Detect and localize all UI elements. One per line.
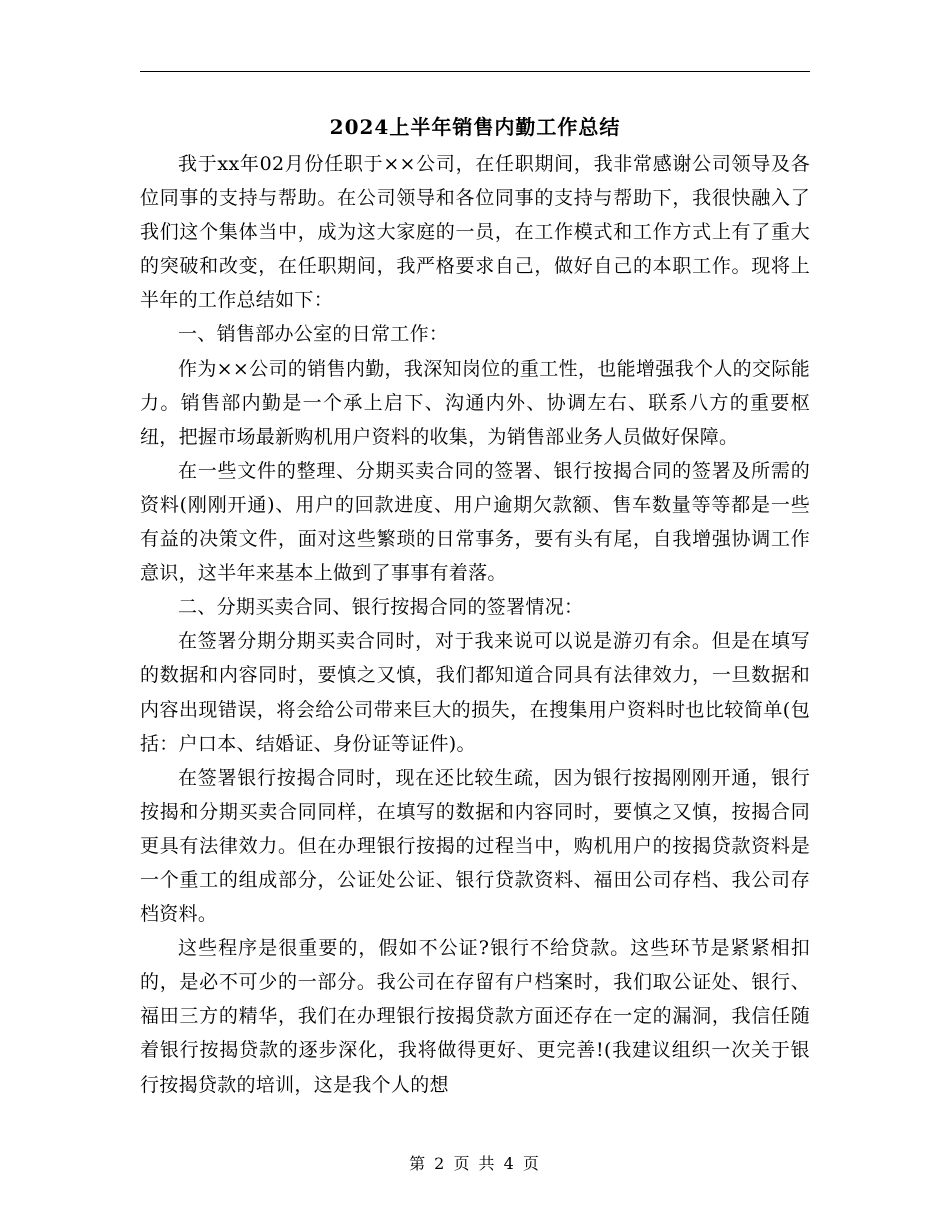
document-body bbox=[140, 147, 810, 1102]
page-number: 第 2 页 共 4 页 bbox=[409, 1154, 541, 1173]
paragraph-procedures: 这些程序是很重要的，假如不公证?银行不给贷款。这些环节是紧紧相扣的，是必不可少的一部分。我公司在存留有户档案时，我们取公证处、银行、福田三方的精华，我们在办理银行按揭贷款方面还存在一定的漏洞，我信任随着银行按揭贷款的逐步深化，我将做得更好、更完善!(我建议组织一次关于银行按揭贷款的培训，这是我个人的想 bbox=[140, 937, 810, 1096]
section-heading-daily-work: 一、销售部办公室的日常工作： bbox=[178, 323, 449, 346]
paragraph-documents: 在一些文件的整理、分期买卖合同的签署、银行按揭合同的签署及所需的资料(刚刚开通)、用户的回款进度、用户逾期欠款额、售车数量等等都是一些有益的决策文件，面对这些繁琐的日常事务，要有头有尾，自我增强协调工作意识，这半年来基本上做到了事事有着落。 bbox=[140, 459, 810, 585]
paragraph-mortgage-contract: 在签署银行按揭合同时，现在还比较生疏，因为银行按揭刚刚开通，银行按揭和分期买卖合同同样，在填写的数据和内容同时，要慎之又慎，按揭合同更具有法律效力。但在办理银行按揭的过程当中，购机用户的按揭贷款资料是一个重工的组成部分，公证处公证、银行贷款资料、福田公司存档、我公司存档资料。 bbox=[140, 766, 810, 926]
document-title: 2024上半年销售内勤工作总结 bbox=[329, 115, 621, 139]
paragraph-role: 作为××公司的销售内勤，我深知岗位的重工性，也能增强我个人的交际能力。销售部内勤是一个承上启下、沟通内外、协调左右、联系八方的重要枢纽，把握市场最新购机用户资料的收集，为销售部业务人员做好保障。 bbox=[140, 357, 810, 448]
paragraph-installment-contract: 在签署分期分期买卖合同时，对于我来说可以说是游刃有余。但是在填写的数据和内容同时，要慎之又慎，我们都知道合同具有法律效力，一旦数据和内容出现错误，将会给公司带来巨大的损失，在搜集用户资料时也比较简单(包括：户口本、结婚证、身份证等证件)。 bbox=[140, 630, 810, 755]
section-heading-contracts: 二、分期买卖合同、银行按揭合同的签署情况： bbox=[178, 596, 584, 619]
header-rule bbox=[140, 71, 810, 72]
paragraph-intro: 我于xx年02月份任职于××公司，在任职期间，我非常感谢公司领导及各位同事的支持与帮助。在公司领导和各位同事的支持与帮助下，我很快融入了我们这个集体当中，成为这大家庭的一员，在工作模式和工作方式上有了重大的突破和改变，在任职期间，我严格要求自己，做好自己的本职工作。现将上半年的工作总结如下： bbox=[140, 153, 810, 312]
